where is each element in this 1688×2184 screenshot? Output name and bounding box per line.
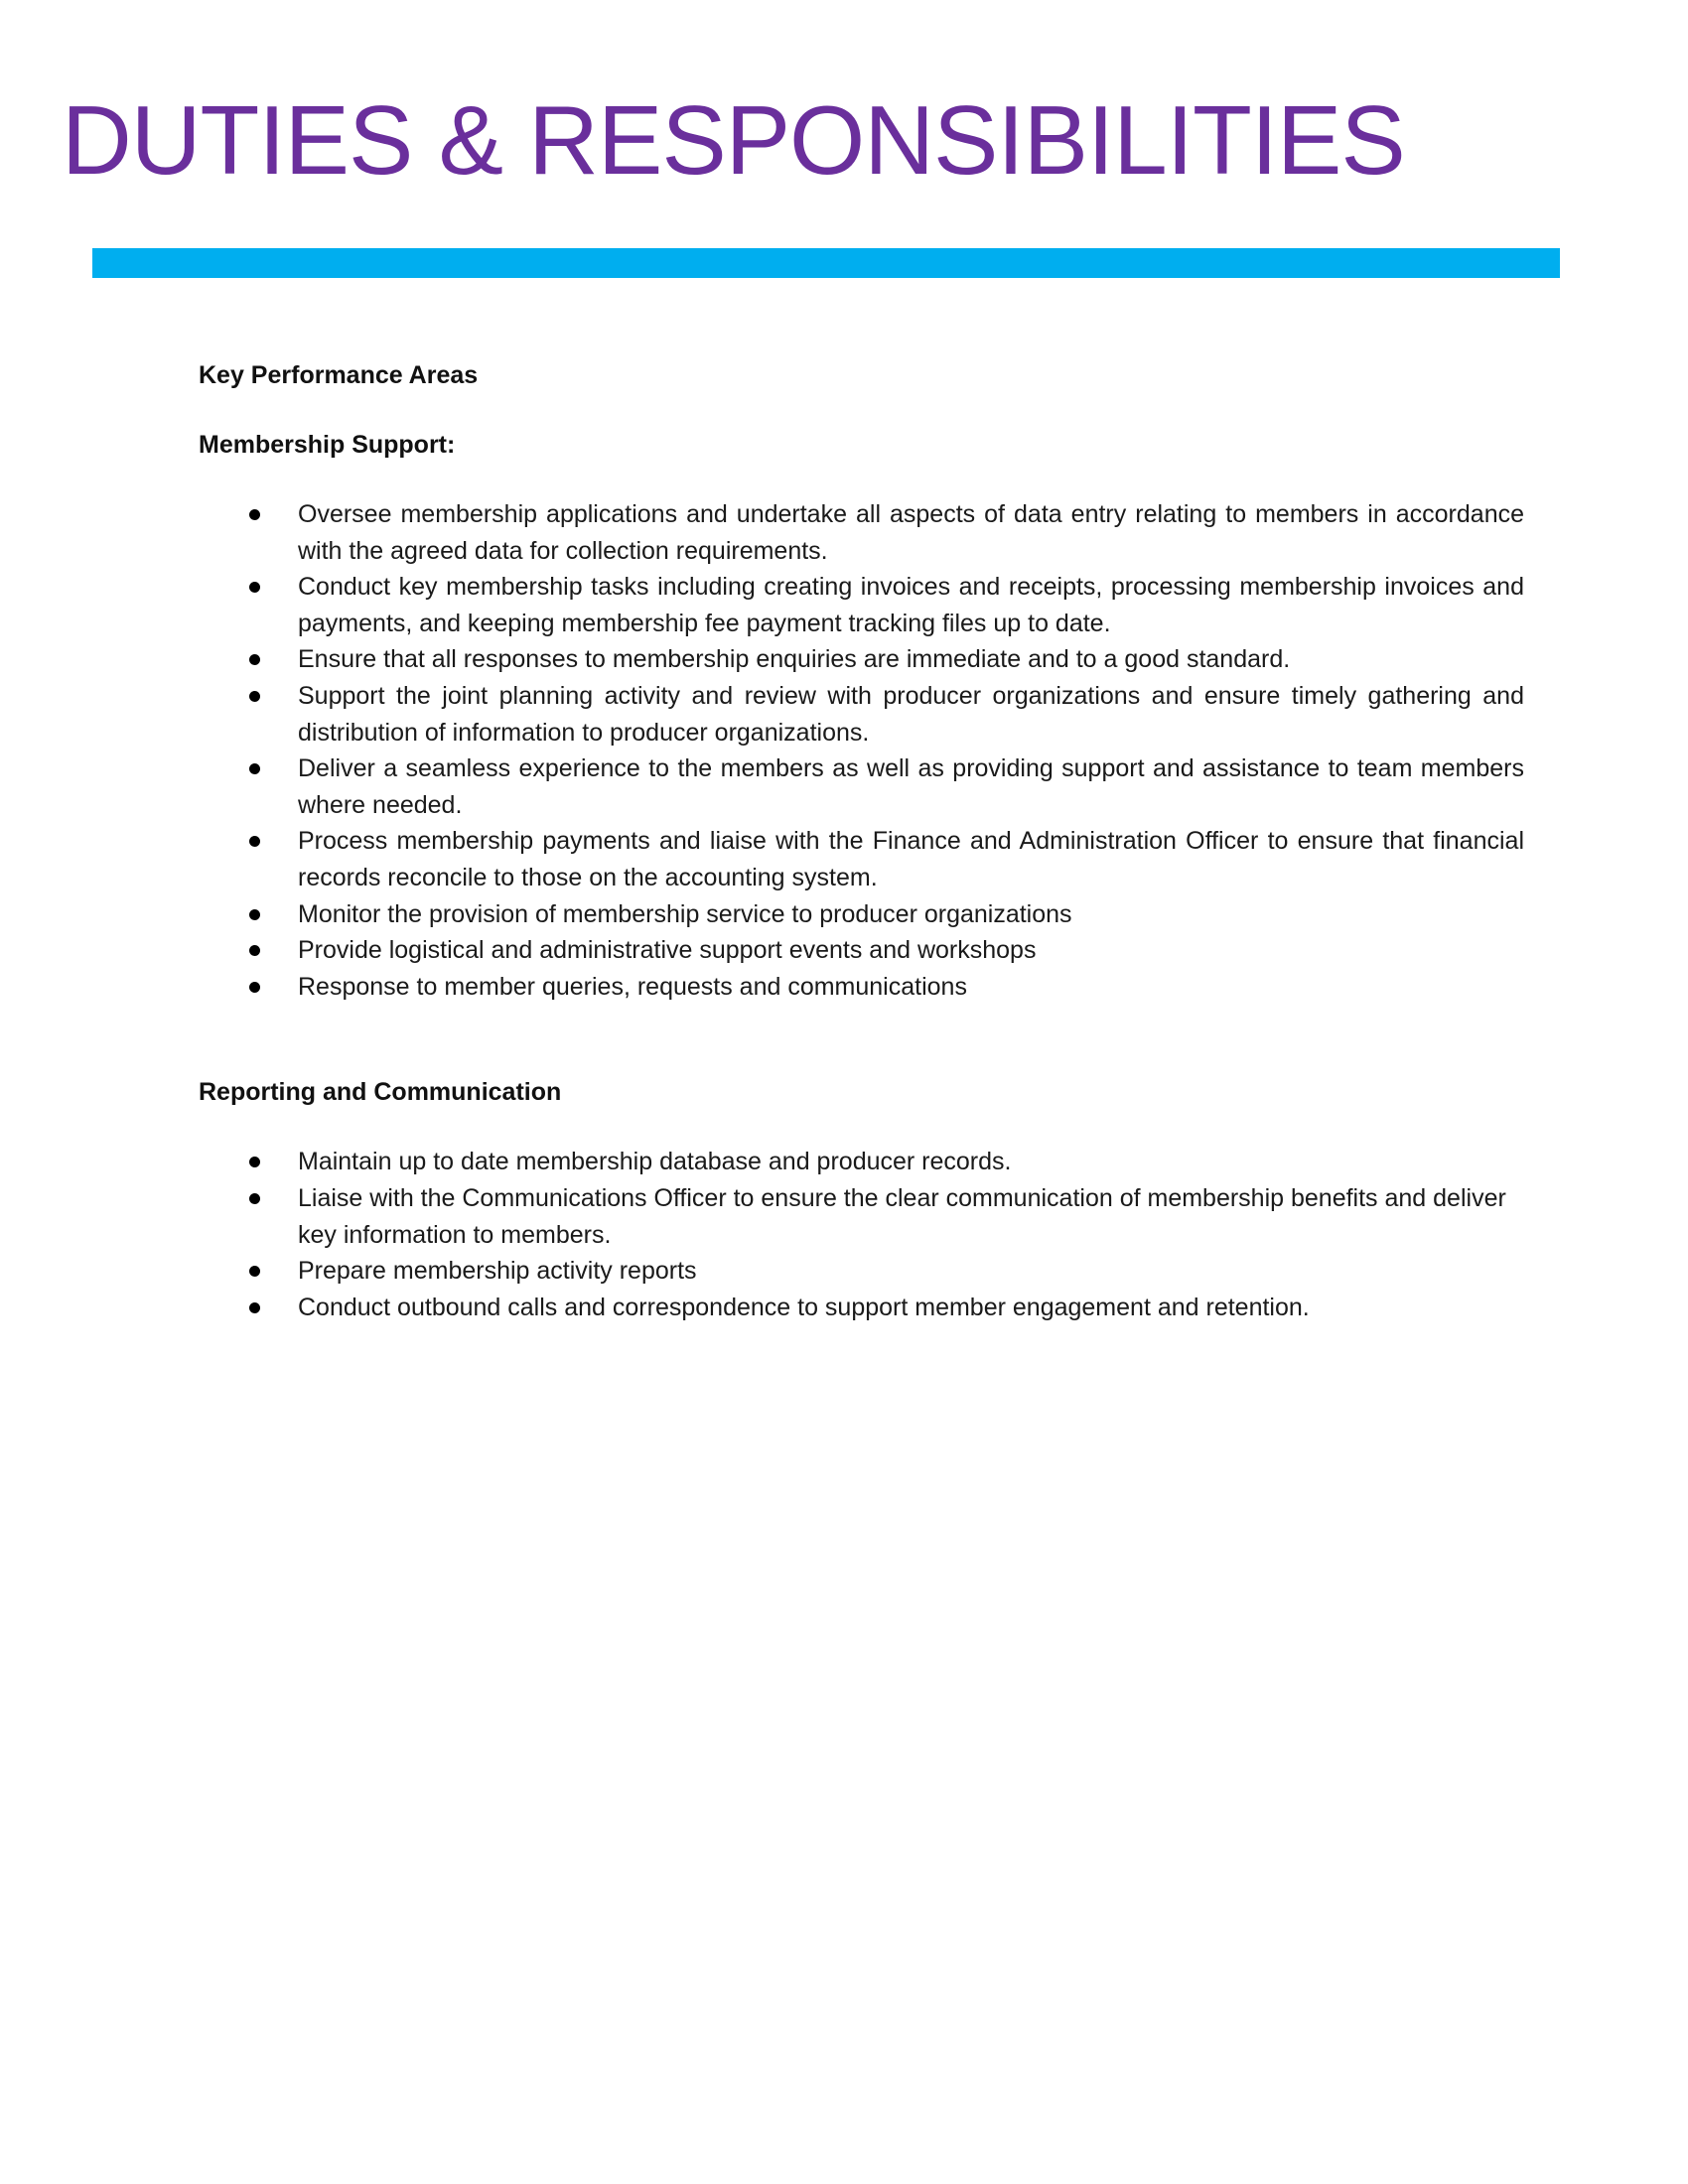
- bullet-icon: [249, 1157, 260, 1167]
- list-item: Liaise with the Communications Officer to ensure the clear communication of membership benefits and deliver key information to members.: [199, 1180, 1524, 1253]
- bullet-icon: [249, 654, 260, 665]
- list-item: Prepare membership activity reports: [199, 1253, 1524, 1290]
- bullet-icon: [249, 1266, 260, 1277]
- list-item: Conduct outbound calls and correspondence to support member engagement and retention.: [199, 1290, 1524, 1326]
- list-item: Oversee membership applications and undertake all aspects of data entry relating to members in accordance with the agreed data for collection requirements.: [199, 496, 1524, 569]
- document-body: [199, 357, 1524, 1325]
- bullet-icon: [249, 1302, 260, 1313]
- bullet-icon: [249, 909, 260, 920]
- list-item: Deliver a seamless experience to the members as well as providing support and assistance to team members where needed.: [199, 751, 1524, 823]
- list-item: Response to member queries, requests and communications: [199, 969, 1524, 1006]
- bullet-icon: [249, 982, 260, 993]
- bullet-icon: [249, 945, 260, 956]
- kpa-heading: Key Performance Areas: [199, 361, 479, 389]
- list-item: Ensure that all responses to membership enquiries are immediate and to a good standard.: [199, 641, 1524, 678]
- section-heading-reporting-communication: Reporting and Communication: [199, 1078, 562, 1107]
- reporting-communication-list: [199, 1144, 1524, 1325]
- section-spacer: [199, 1005, 1524, 1074]
- list-item: Provide logistical and administrative support events and workshops: [199, 932, 1524, 969]
- list-item: Maintain up to date membership database and producer records.: [199, 1144, 1524, 1180]
- title-divider: [92, 248, 1560, 278]
- bullet-icon: [249, 691, 260, 702]
- bullet-icon: [249, 763, 260, 774]
- list-item: Conduct key membership tasks including creating invoices and receipts, processing membership invoices and payments, and keeping membership fee payment tracking files up to date.: [199, 569, 1524, 641]
- list-item: Monitor the provision of membership service to producer organizations: [199, 896, 1524, 933]
- list-item: Support the joint planning activity and review with producer organizations and ensure timely gathering and distribution of information to producer organizations.: [199, 678, 1524, 751]
- bullet-icon: [249, 582, 260, 593]
- bullet-icon: [249, 836, 260, 847]
- page-title: DUTIES & RESPONSIBILITIES: [62, 85, 1405, 195]
- membership-support-list: [199, 496, 1524, 1005]
- bullet-icon: [249, 1193, 260, 1204]
- section-heading-membership-support: Membership Support:: [199, 431, 456, 459]
- list-item: Process membership payments and liaise with the Finance and Administration Officer to ensure that financial records reconcile to those on the accounting system.: [199, 823, 1524, 895]
- bullet-icon: [249, 509, 260, 520]
